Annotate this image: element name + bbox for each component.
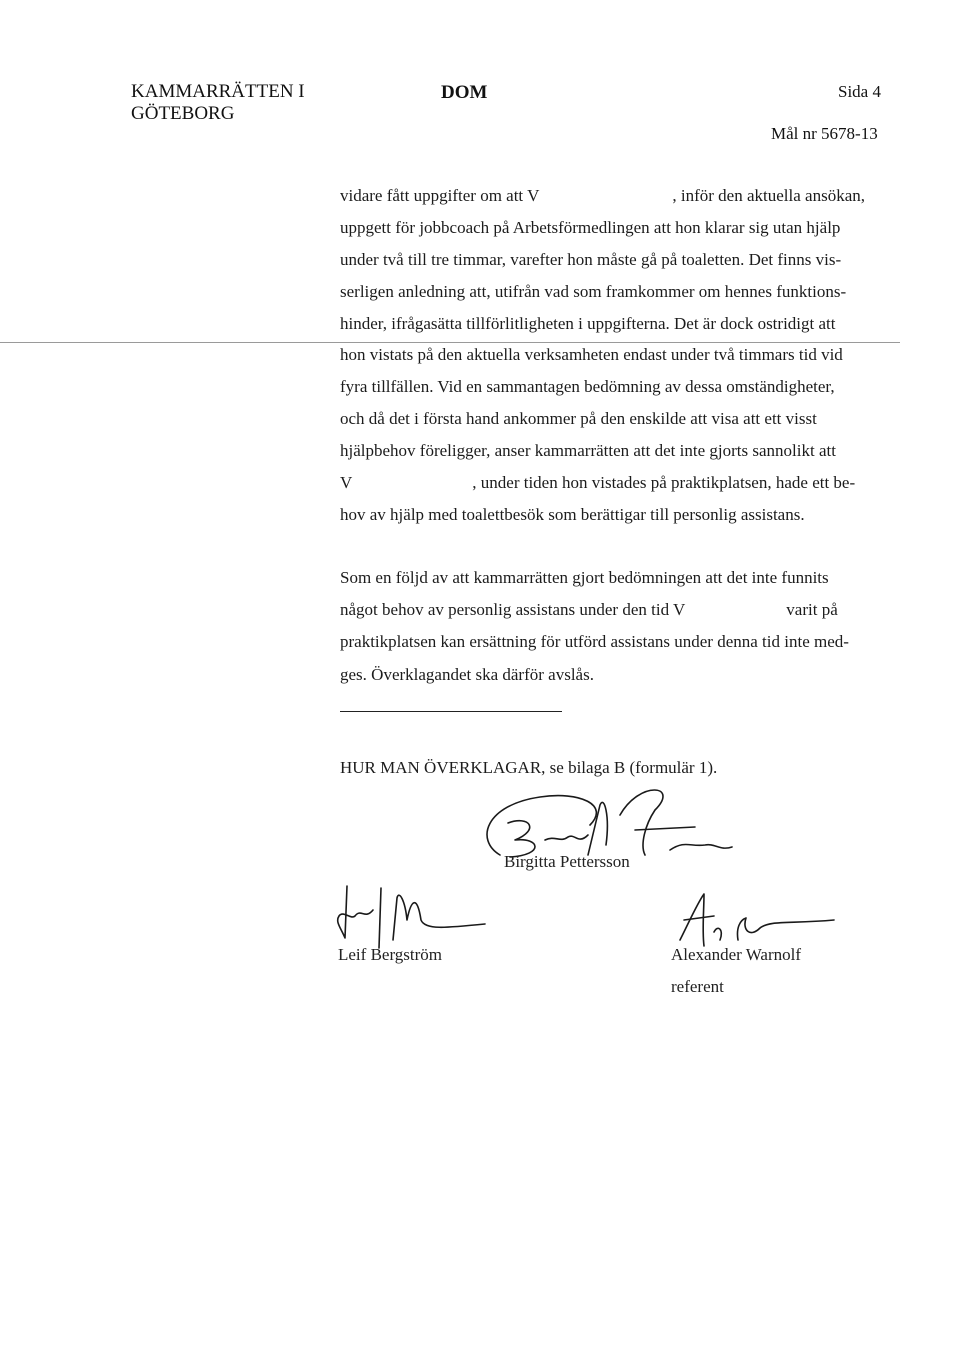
signature-alexander-warnolf [670,890,840,950]
case-number: Mål nr 5678-13 [771,124,878,143]
paragraph-2-line-4: ges. Överklagandet ska därför avslås. [340,664,594,684]
paragraph-1-line-2: uppgett för jobbcoach på Arbetsförmedlingen att hon klarar sig utan hjälp [340,217,841,237]
paragraph-2 [340,562,849,691]
page-number: Sida 4 [838,82,881,101]
signer-1-name: Birgitta Pettersson [504,852,630,871]
paragraph-1-line-4: serligen anledning att, utifrån vad som framkommer om hennes funktions- [340,281,847,301]
paragraph-1-line-7: fyra tillfällen. Vid en sammantagen bedömning av dessa omständigheter, [340,377,835,397]
paragraph-1-line-6: hon vistats på den aktuella verksamheten endast under två timmars tid vid [340,345,843,365]
signer-3-name: Alexander Warnolf [671,945,802,964]
paragraph-1-line-3: under två till tre timmar, varefter hon måste gå på toaletten. Det finns vis- [340,249,842,269]
paragraph-1-line-11: hov av hjälp med toalettbesök som berättigar till personlig assistans. [340,504,805,524]
appeal-instructions: HUR MAN ÖVERKLAGAR, se bilaga B (formulär 1). [340,758,718,777]
paragraph-2-line-1: Som en följd av att kammarrätten gjort bedömningen att det inte funnits [340,568,829,587]
paragraph-1-line-10: V , under tiden hon vistades på praktikplatsen, hade ett be- [340,473,856,493]
paragraph-1-line-8: och då det i första hand ankommer på den enskilde att visa att ett visst [340,409,817,429]
paragraph-1-line-9: hjälpbehov föreligger, anser kammarrätten att det inte gjorts sannolikt att [340,441,836,461]
paragraph-1-line-5: hinder, ifrågasätta tillförlitligheten i uppgifterna. Det är dock ostridigt att [340,313,836,333]
paragraph-2-line-3: praktikplatsen kan ersättning för utförd assistans under denna tid inte med- [340,632,849,652]
scan-rule-line [0,342,900,343]
paragraph-2-line-2: något behov av personlig assistans under den tid V varit på [340,600,838,620]
signer-2-name: Leif Bergström [338,945,443,964]
paragraph-1 [340,180,865,531]
court-name-line-1: KAMMARRÄTTEN I [131,81,305,102]
court-name-line-2: GÖTEBORG [131,103,235,124]
paragraph-1-line-1: vidare fått uppgifter om att V , inför den aktuella ansökan, [340,186,865,205]
divider-rule [340,711,562,712]
signer-3-role: referent [671,977,724,996]
document-type: DOM [441,82,488,103]
